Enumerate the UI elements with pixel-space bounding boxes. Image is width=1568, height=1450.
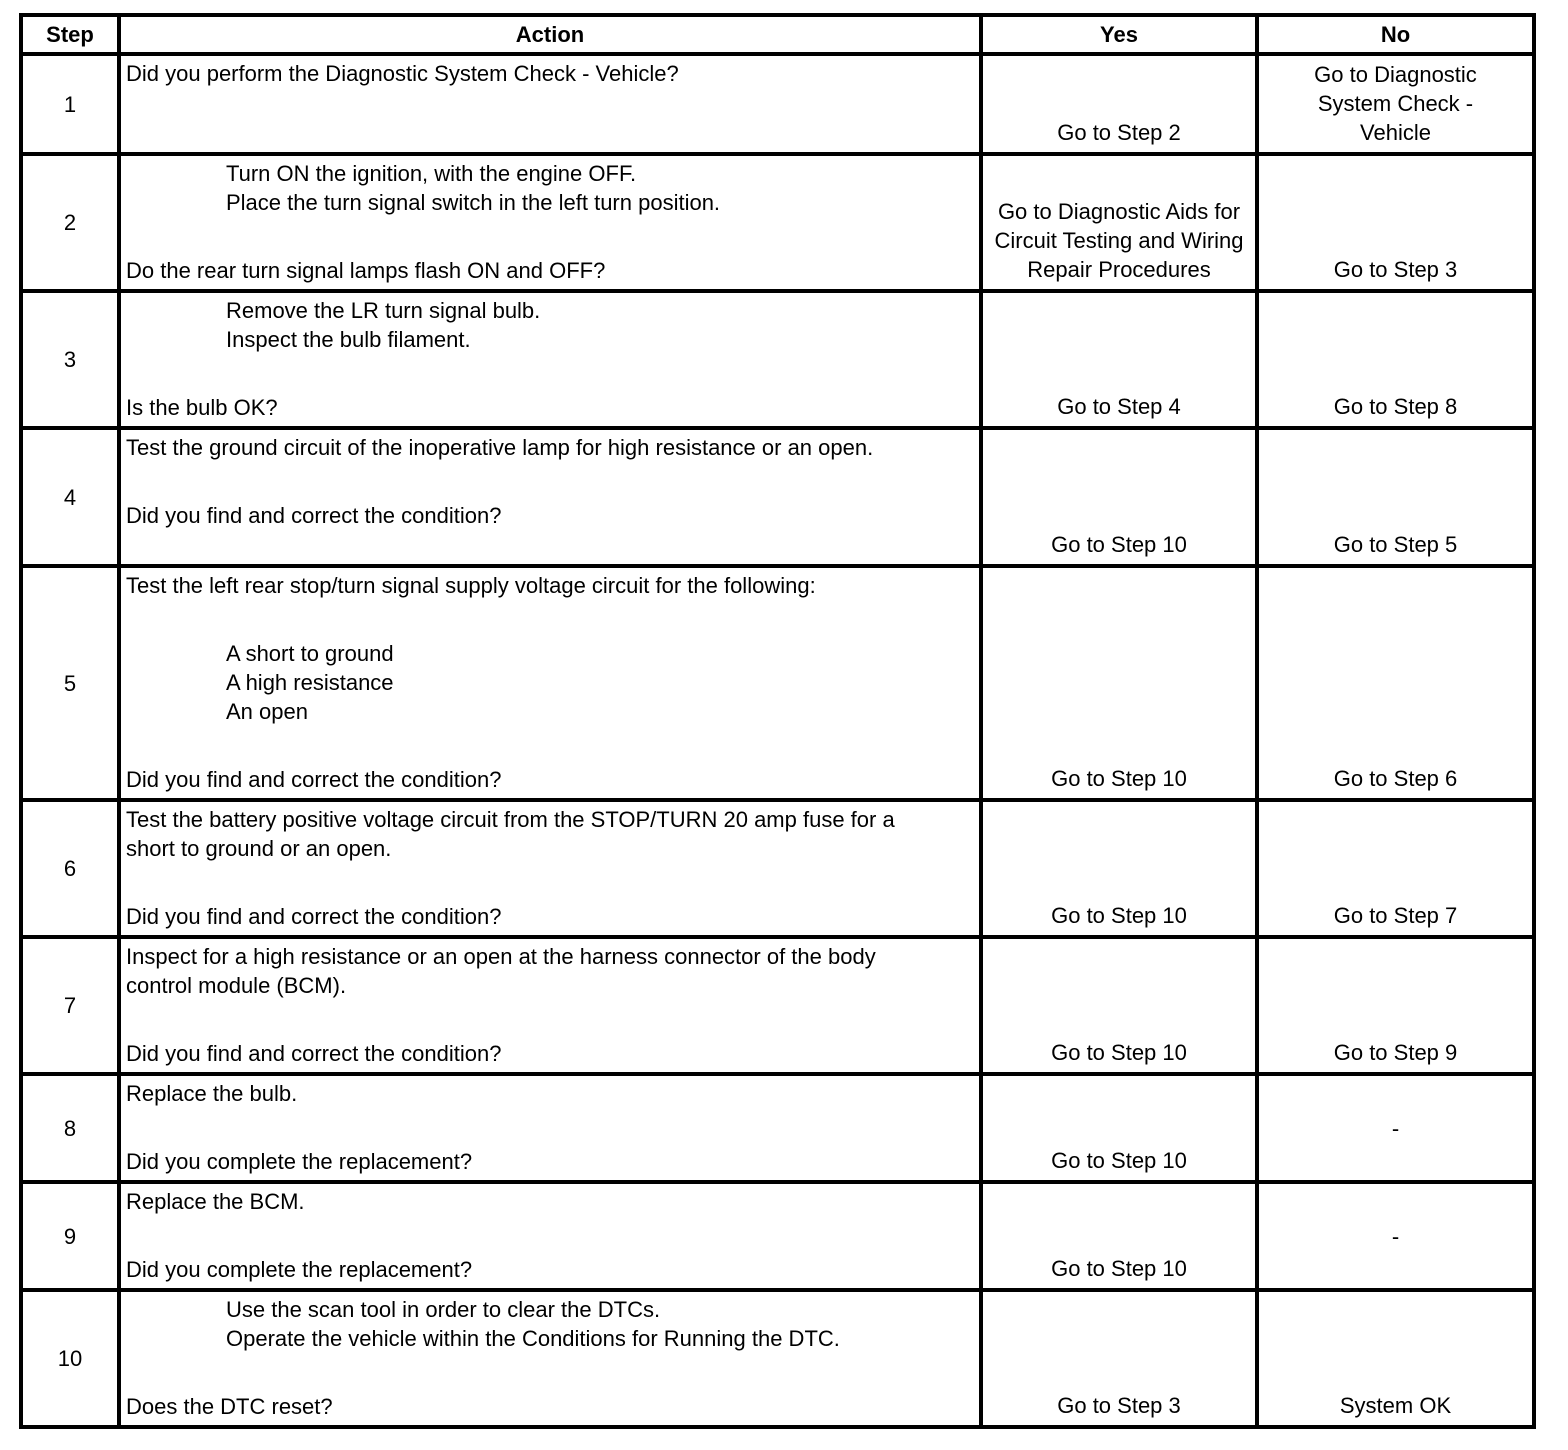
action-question: Do the rear turn signal lamps flash ON and OFF? xyxy=(126,258,606,283)
yes-cell: Go to Step 10 xyxy=(981,800,1257,937)
header-step: Step xyxy=(21,15,119,54)
action-text: Test the battery positive voltage circuit from the STOP/TURN 20 amp fuse for a short to ground or an open. xyxy=(126,807,901,861)
action-question: Does the DTC reset? xyxy=(126,1394,333,1419)
no-cell: System OK xyxy=(1257,1290,1534,1427)
step-number: 9 xyxy=(21,1182,119,1290)
table-row xyxy=(21,428,1534,566)
action-text: Test the ground circuit of the inoperative lamp for high resistance or an open. xyxy=(126,435,874,460)
action-question: Did you complete the replacement? xyxy=(126,1149,473,1174)
yes-cell: Go to Step 3 xyxy=(981,1290,1257,1427)
step-number: 8 xyxy=(21,1074,119,1182)
table-row xyxy=(21,291,1534,428)
action-text: Use the scan tool in order to clear the DTCs. xyxy=(226,1297,661,1322)
no-cell: Go to Step 7 xyxy=(1257,800,1534,937)
action-cell xyxy=(119,566,981,800)
action-question: Is the bulb OK? xyxy=(126,395,278,420)
table-row xyxy=(21,1182,1534,1290)
step-number: 3 xyxy=(21,291,119,428)
table-row xyxy=(21,1074,1534,1182)
yes-cell: Go to Step 10 xyxy=(981,937,1257,1074)
table-row xyxy=(21,1290,1534,1427)
action-text: Operate the vehicle within the Conditions for Running the DTC. xyxy=(226,1326,840,1351)
action-text: Did you perform the Diagnostic System Check - Vehicle? xyxy=(126,61,679,86)
table-row xyxy=(21,937,1534,1074)
yes-cell: Go to Step 10 xyxy=(981,428,1257,566)
no-cell: Go to Step 6 xyxy=(1257,566,1534,800)
action-cell xyxy=(119,1182,981,1290)
no-cell: - xyxy=(1257,1074,1534,1182)
action-text: Place the turn signal switch in the left turn position. xyxy=(226,190,721,215)
no-cell: Go to Step 3 xyxy=(1257,154,1534,291)
step-number: 5 xyxy=(21,566,119,800)
yes-cell: Go to Diagnostic Aids for Circuit Testing and Wiring Repair Procedures xyxy=(981,154,1257,291)
header-row xyxy=(21,15,1534,54)
header-no: No xyxy=(1257,15,1534,54)
action-question: Did you find and correct the condition? xyxy=(126,904,502,929)
no-cell: Go to Step 8 xyxy=(1257,291,1534,428)
action-bullet: A short to ground xyxy=(226,641,394,666)
step-number: 10 xyxy=(21,1290,119,1427)
action-text: Inspect for a high resistance or an open at the harness connector of the body control module (BCM). xyxy=(126,944,882,998)
diagnostic-table xyxy=(19,13,1536,1429)
action-question: Did you find and correct the condition? xyxy=(126,767,502,792)
action-text: Turn ON the ignition, with the engine OFF. xyxy=(226,161,637,186)
no-cell: Go to Step 9 xyxy=(1257,937,1534,1074)
action-cell xyxy=(119,291,981,428)
action-cell xyxy=(119,937,981,1074)
step-number: 6 xyxy=(21,800,119,937)
no-cell: Go to Step 5 xyxy=(1257,428,1534,566)
table-row xyxy=(21,566,1534,800)
action-text: Replace the bulb. xyxy=(126,1081,298,1106)
step-number: 2 xyxy=(21,154,119,291)
yes-cell: Go to Step 10 xyxy=(981,566,1257,800)
table-row xyxy=(21,800,1534,937)
action-cell xyxy=(119,1290,981,1427)
yes-cell: Go to Step 10 xyxy=(981,1182,1257,1290)
yes-cell: Go to Step 2 xyxy=(981,54,1257,154)
step-number: 1 xyxy=(21,54,119,154)
action-cell xyxy=(119,1074,981,1182)
action-question: Did you complete the replacement? xyxy=(126,1257,473,1282)
action-text: Test the left rear stop/turn signal supply voltage circuit for the following: xyxy=(126,573,816,598)
action-cell xyxy=(119,154,981,291)
no-cell: Go to Diagnostic System Check - Vehicle xyxy=(1257,54,1534,154)
header-yes: Yes xyxy=(981,15,1257,54)
yes-cell: Go to Step 4 xyxy=(981,291,1257,428)
action-text: Remove the LR turn signal bulb. xyxy=(226,298,541,323)
table-row xyxy=(21,54,1534,154)
step-number: 4 xyxy=(21,428,119,566)
step-number: 7 xyxy=(21,937,119,1074)
action-cell xyxy=(119,54,981,154)
action-bullet: An open xyxy=(226,699,308,724)
action-question: Did you find and correct the condition? xyxy=(126,503,502,528)
no-cell: - xyxy=(1257,1182,1534,1290)
action-question: Did you find and correct the condition? xyxy=(126,1041,502,1066)
action-bullet: A high resistance xyxy=(226,670,394,695)
action-cell xyxy=(119,800,981,937)
action-text: Inspect the bulb filament. xyxy=(226,327,471,352)
table-row xyxy=(21,154,1534,291)
action-text: Replace the BCM. xyxy=(126,1189,305,1214)
action-cell xyxy=(119,428,981,566)
header-action: Action xyxy=(119,15,981,54)
yes-cell: Go to Step 10 xyxy=(981,1074,1257,1182)
